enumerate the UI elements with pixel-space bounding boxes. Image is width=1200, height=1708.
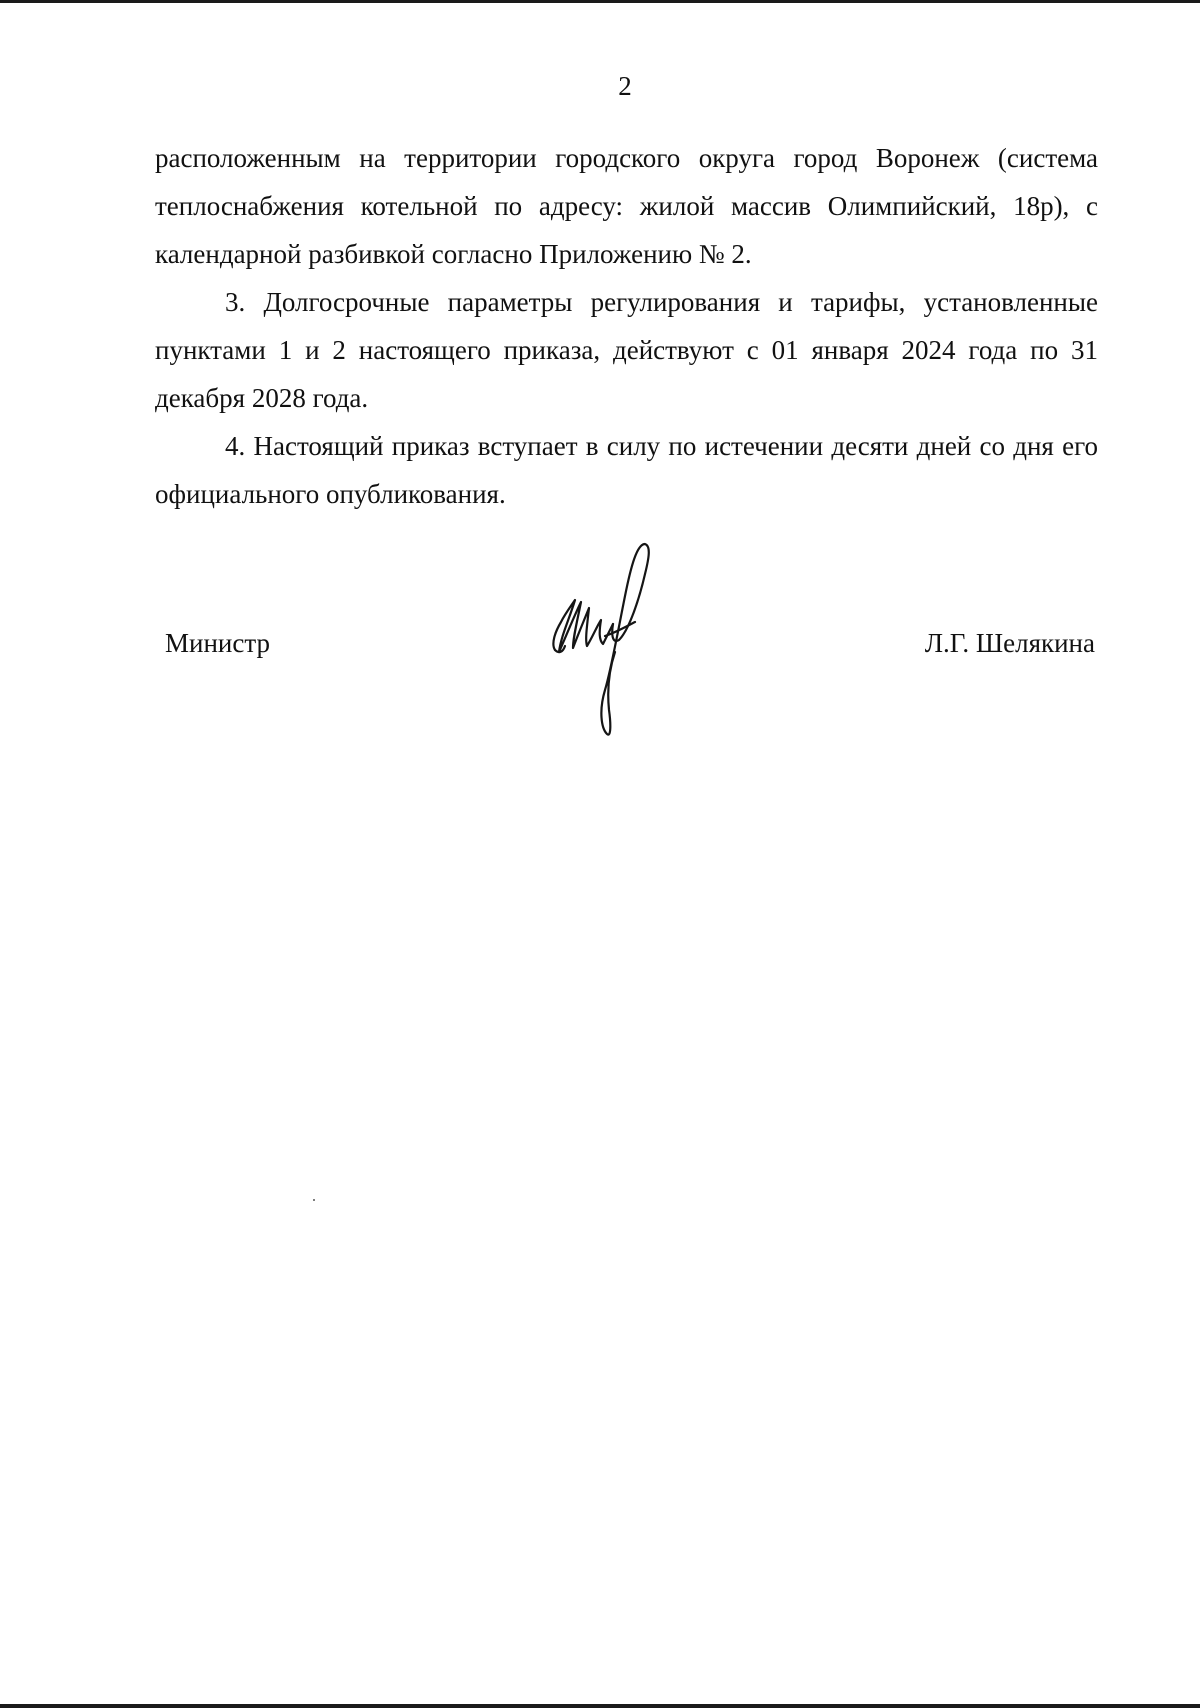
page-number: 2 [618,71,632,101]
document-body [155,134,1098,518]
paragraph-continuation: расположенным на территории городского округа город Воронеж (система теплоснабжения котельной по адресу: жилой массив Олимпийский, 18р), с календарной разбивкой согласно Приложению № 2. [155,143,1098,269]
paragraph-item-3: 3. Долгосрочные параметры регулирования и тарифы, установленные пунктами 1 и 2 настоящего приказа, действуют с 01 января 2024 года по 31 декабря 2028 года. [155,287,1098,413]
signatory-name: Л.Г. Шелякина [924,628,1095,658]
scan-speck [313,1199,315,1201]
signature-block [165,625,1095,665]
signatory-position: Министр [165,628,270,658]
scan-border-bottom [0,1704,1200,1708]
scan-border-top [0,0,1200,3]
paragraph-item-4: 4. Настоящий приказ вступает в силу по истечении десяти дней со дня его официального опубликования. [155,431,1098,509]
